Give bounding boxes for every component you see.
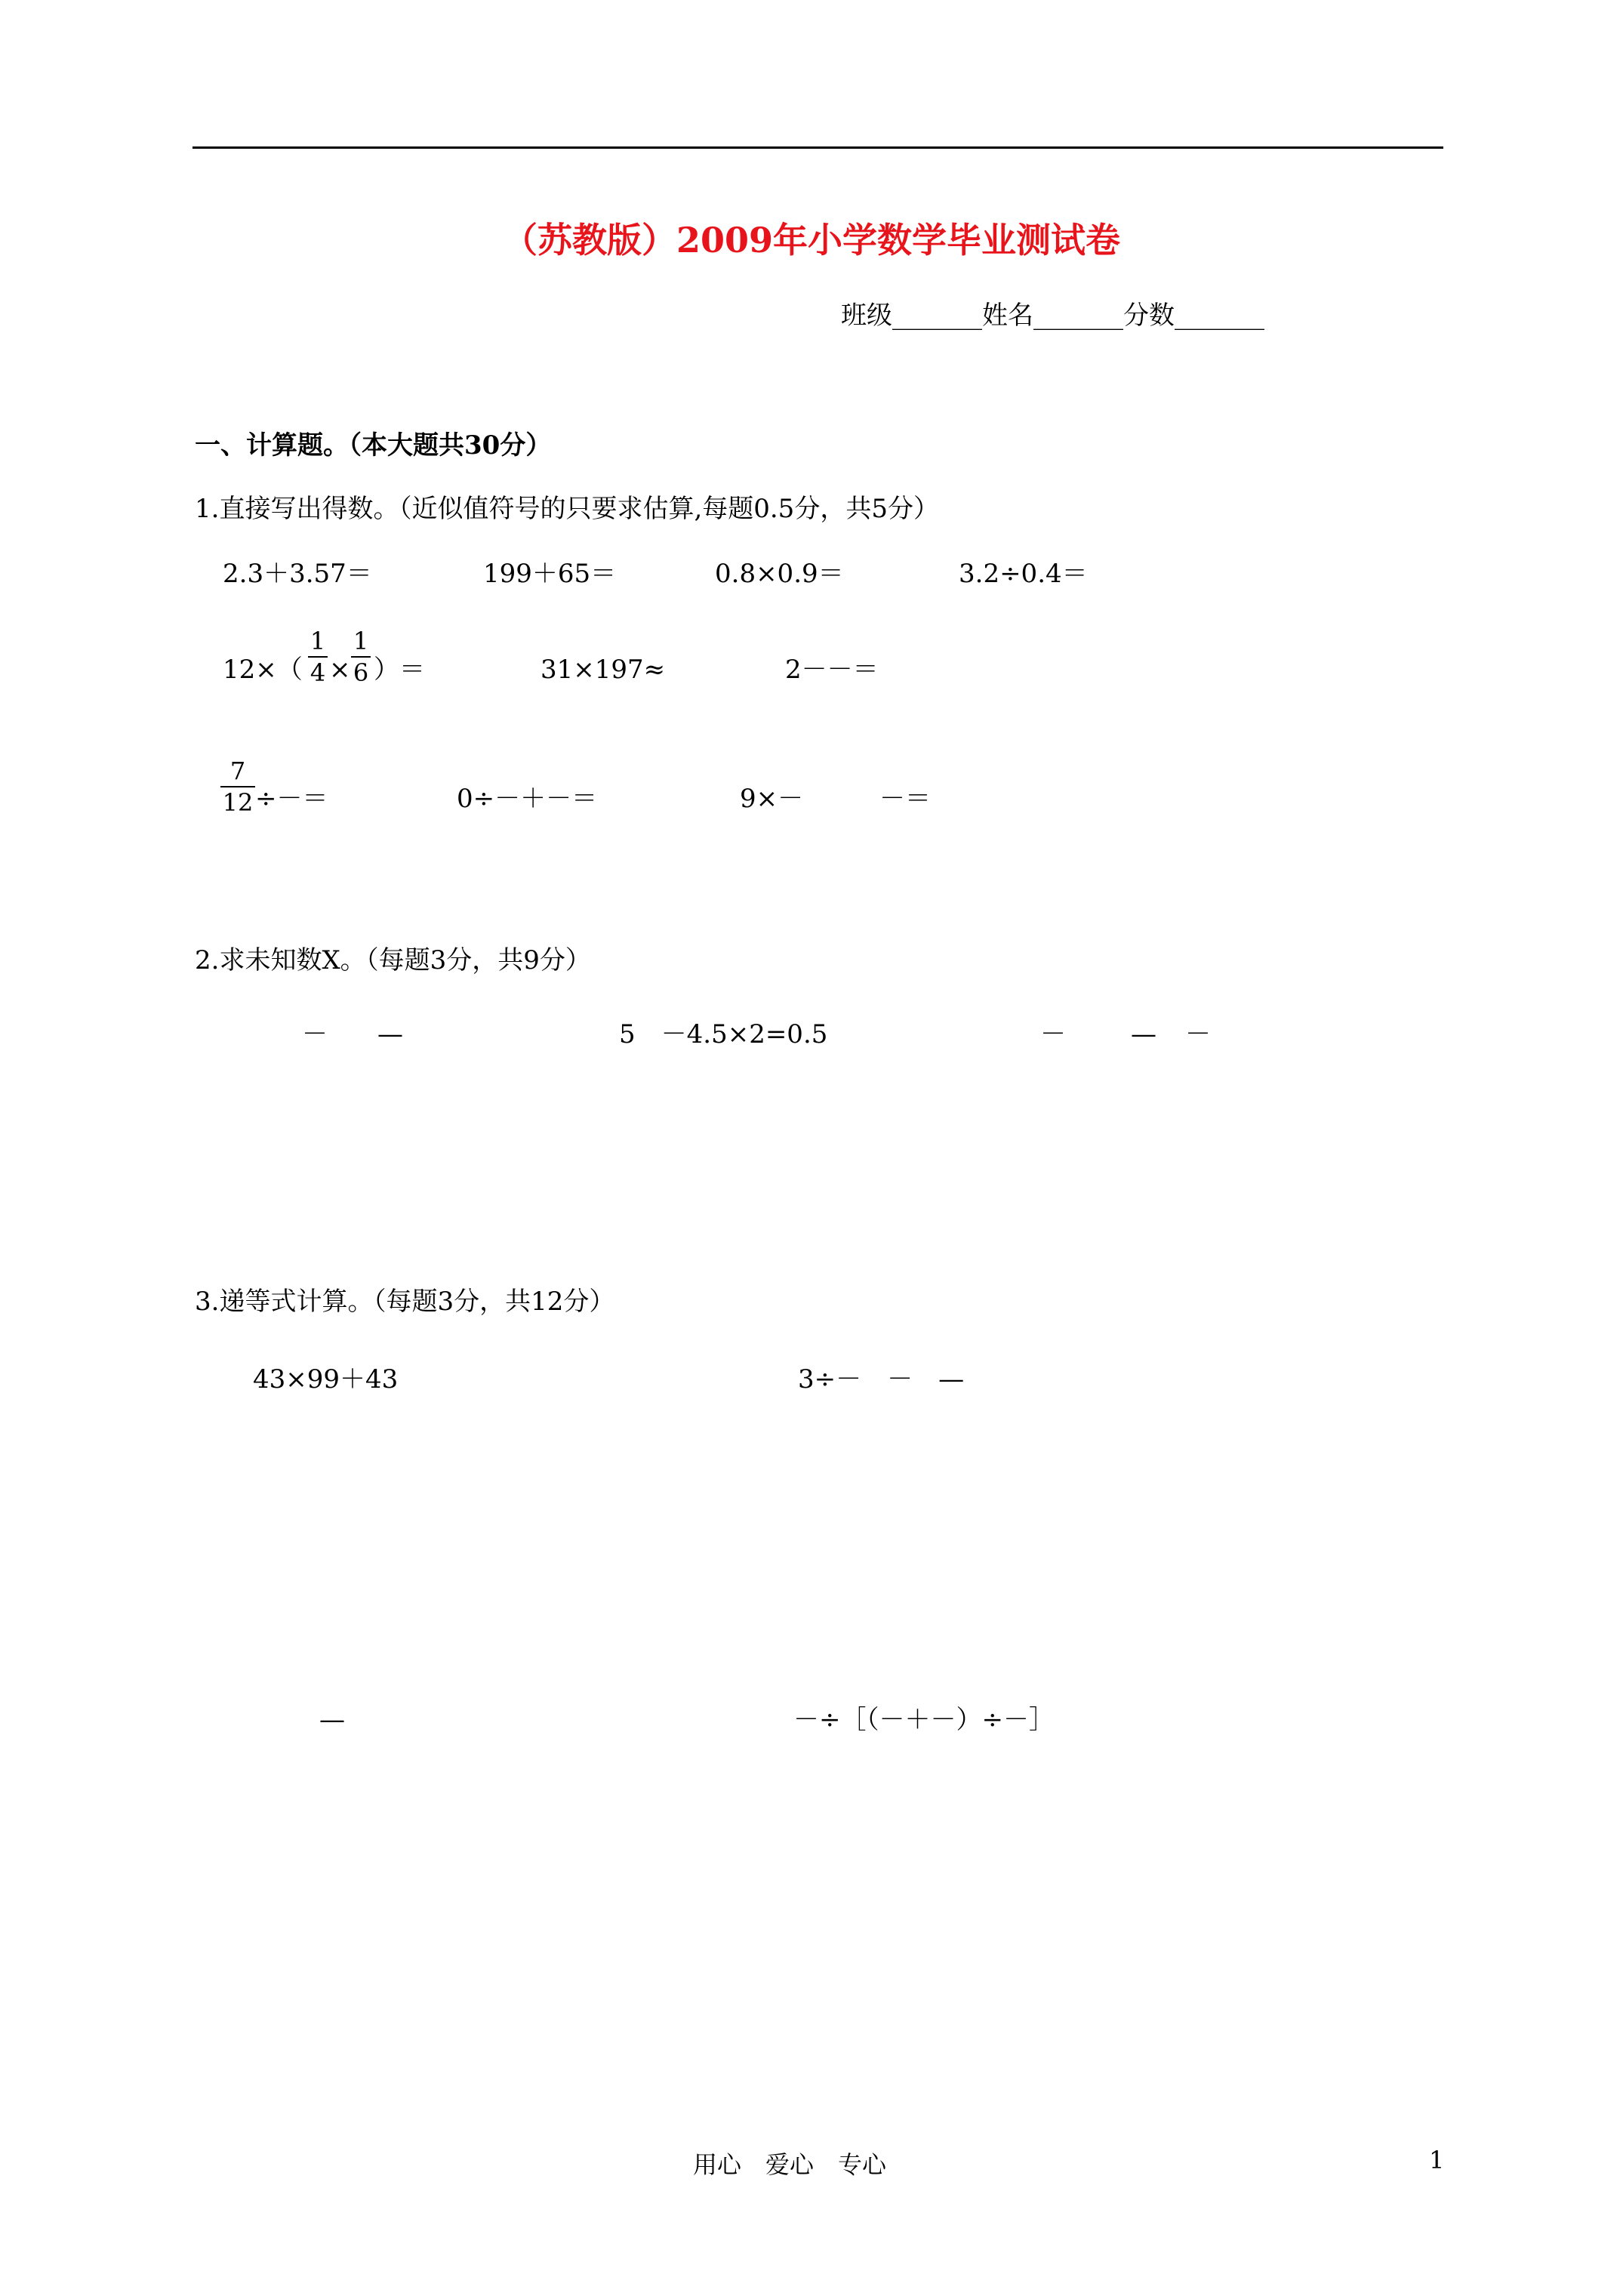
q2-eq3-part-c: － xyxy=(1185,1019,1211,1049)
q1-row2-item3: 2－－＝ xyxy=(785,655,879,685)
q2-instruction: 2.求未知数X。（每题3分，共9分） xyxy=(195,945,591,975)
q3-item3: — xyxy=(319,1705,345,1735)
fraction-bar xyxy=(220,786,255,787)
fraction-bar xyxy=(351,656,371,658)
times-sign: × xyxy=(329,655,351,685)
fraction-numerator: 1 xyxy=(310,627,326,655)
q1-row2-item1-suffix: ）＝ xyxy=(374,655,425,685)
q1-row1-item3: 0.8×0.9＝ xyxy=(715,559,844,589)
q3-item1: 43×99＋43 xyxy=(253,1364,399,1395)
q1-row1-item2: 199＋65＝ xyxy=(483,559,617,589)
fraction-denominator: 12 xyxy=(222,788,254,817)
q3-instruction: 3.递等式计算。（每题3分，共12分） xyxy=(195,1287,615,1317)
q1-instruction: 1.直接写出得数。（近似值符号的只要求估算,每题0.5分，共5分） xyxy=(195,494,939,524)
fraction-one-sixth xyxy=(351,628,371,686)
footer-motto: 用心 爱心 专心 xyxy=(693,2150,887,2179)
fraction-seven-twelfths xyxy=(220,758,255,815)
fraction-denominator: 6 xyxy=(353,658,369,687)
q1-row3-item1: ÷－＝ xyxy=(255,784,328,814)
q2-eq3-part-a: － xyxy=(1040,1019,1066,1049)
q3-item4: －÷［（－＋－）÷－］ xyxy=(793,1705,1055,1735)
q1-row2-item2: 31×197≈ xyxy=(540,655,666,685)
header-rule xyxy=(192,146,1443,149)
fraction-numerator: 7 xyxy=(229,757,246,785)
q1-row1-item1: 2.3＋3.57＝ xyxy=(223,559,372,589)
q2-eq3-part-b: — xyxy=(1131,1019,1156,1049)
section-heading: 一、计算题。（本大题共30分） xyxy=(195,430,552,461)
q1-row3-item3a: 9×－ xyxy=(740,784,804,814)
fraction-one-quarter xyxy=(308,628,328,686)
fraction-denominator: 4 xyxy=(310,658,326,687)
q1-row2-item1-prefix: 12×（ xyxy=(223,655,303,685)
q2-eq2: 5 －4.5×2=0.5 xyxy=(619,1019,828,1049)
page-title: （苏教版）2009年小学数学毕业测试卷 xyxy=(502,220,1121,260)
fraction-numerator: 1 xyxy=(353,627,369,655)
q1-row3-item2: 0÷－＋－＝ xyxy=(457,784,598,814)
student-info-line: 班级_______姓名_______分数_______ xyxy=(841,300,1264,331)
q2-eq1-part-a: － xyxy=(302,1019,328,1049)
q1-row1-item4: 3.2÷0.4＝ xyxy=(959,559,1088,589)
fraction-bar xyxy=(308,656,328,658)
q1-row3-item3b: －＝ xyxy=(879,784,931,814)
q2-eq1-part-b: — xyxy=(377,1019,403,1049)
page-number: 1 xyxy=(1429,2146,1445,2174)
q3-item2: 3÷－ － — xyxy=(798,1364,965,1395)
